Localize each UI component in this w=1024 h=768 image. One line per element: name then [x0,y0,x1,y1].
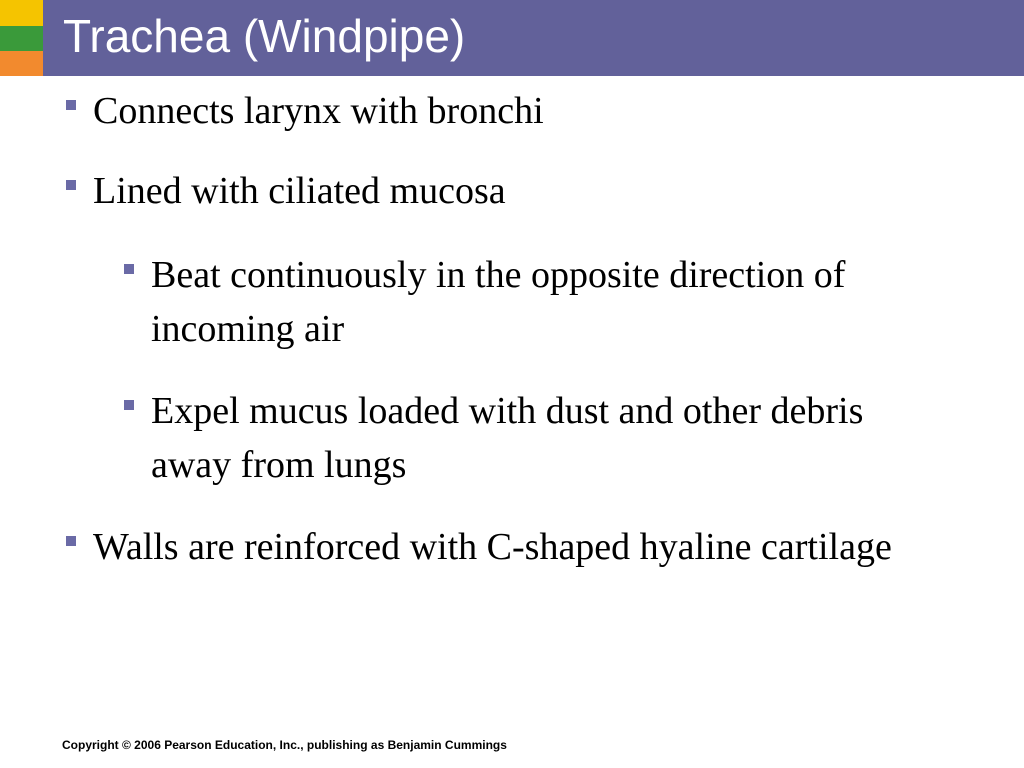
copyright-footer: Copyright © 2006 Pearson Education, Inc., publishing as Benjamin Cummings [62,738,507,752]
bullet-text: Lined with ciliated mucosa [93,170,506,212]
square-bullet-icon [66,100,76,110]
bullet-text: Walls are reinforced with C-shaped hyaline cartilage [93,526,892,568]
square-bullet-icon [66,536,76,546]
bullet-text: Beat continuously in the opposite direction of incoming air [151,254,846,350]
sub-bullet-item [124,248,944,356]
square-bullet-icon [66,180,76,190]
bullet-text: Connects larynx with bronchi [93,90,544,132]
bullet-item [66,84,946,138]
square-bullet-icon [124,400,134,410]
bullet-text: Expel mucus loaded with dust and other debris away from lungs [151,390,864,486]
square-bullet-icon [124,264,134,274]
bullet-item [66,520,946,574]
bullet-item [66,164,946,218]
slide-title: Trachea (Windpipe) [63,10,466,62]
sub-bullet-item [124,384,944,492]
